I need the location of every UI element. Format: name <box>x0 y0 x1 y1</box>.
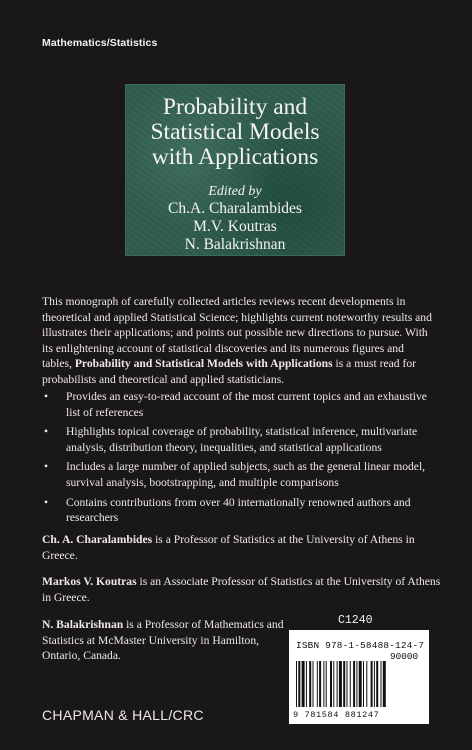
barcode-icon <box>296 661 422 709</box>
feature-item <box>42 495 442 526</box>
book-title-line: Probability and <box>162 94 308 120</box>
editor-name: M.V. Koutras <box>193 218 277 235</box>
barcode-bar <box>359 661 362 707</box>
feature-text: Includes a large number of applied subjects, such as the general linear model, survival analysis, bootstrapping, and multiple comparisons <box>66 460 426 489</box>
feature-text: Provides an easy-to-read account of the most current topics and an exhaustive list of references <box>66 390 427 419</box>
publisher-name: CHAPMAN & HALL/CRC <box>42 707 204 723</box>
barcode-bar <box>333 661 334 707</box>
description-book-title: Probability and Statistical Models with Applications <box>74 357 333 371</box>
feature-text: Highlights topical coverage of probability, statistical inference, multivariate analysis, distribution theory, inequalities, and statistical applications <box>66 425 418 454</box>
editor-name: Ch.A. Charalambides <box>168 200 302 217</box>
ean-digits: 9 781584 881247 <box>293 710 380 720</box>
bio-name: N. Balakrishnan <box>42 618 124 631</box>
barcode-bar <box>306 661 307 707</box>
bullet-icon: • <box>44 495 49 509</box>
barcode-bar <box>381 661 382 707</box>
barcode-bar <box>347 661 348 707</box>
feature-item <box>42 459 442 490</box>
barcode-bar <box>330 661 332 707</box>
book-title-line: with Applications <box>151 144 319 170</box>
barcode-bar <box>326 661 327 707</box>
barcode-bar <box>383 661 386 707</box>
bio-name: Markos V. Koutras <box>42 575 137 588</box>
bullet-icon: • <box>44 390 49 403</box>
edited-by-label: Edited by <box>208 184 262 199</box>
cover-title-panel <box>125 84 345 256</box>
barcode-bar <box>374 661 375 707</box>
bio-name: Ch. A. Charalambides <box>42 533 153 546</box>
feature-item <box>42 424 442 455</box>
barcode-bar <box>323 661 324 707</box>
barcode-bar <box>366 661 367 707</box>
barcode-bar <box>337 661 338 707</box>
book-title-line: Statistical Models <box>150 119 320 145</box>
barcode-bar <box>343 661 345 707</box>
isbn-text: ISBN 978-1-58488-124-7 <box>296 640 425 651</box>
feature-item <box>42 389 442 420</box>
barcode-bar <box>319 661 321 707</box>
bio-text: is a Professor of Statistics at the University of Athens in Greece. <box>42 533 415 562</box>
barcode-bar <box>309 661 311 707</box>
bio-text: is a Professor of Mathematics and Statistics at McMaster University in Hamilton, Ontario, Canada. <box>42 618 284 663</box>
barcode-label <box>289 630 429 724</box>
barcode-bar <box>376 661 378 707</box>
barcode-bar <box>353 661 355 707</box>
editor-bio <box>42 617 287 664</box>
barcode-bar <box>371 661 373 707</box>
bullet-icon: • <box>44 425 49 439</box>
feature-list <box>42 389 442 530</box>
barcode-bar <box>350 661 351 707</box>
barcode-bar <box>298 661 300 707</box>
description-text: This monograph of carefully collected articles reviews recent developments in theoretical and applied Statistical Science; highlights current noteworthy results and illustrates their applications; and points out possible new directions to pursue. With its enlightening account of statistical discoveries and its numerous figures and tables, <box>42 295 432 371</box>
barcode-bar <box>296 661 297 707</box>
price-code: 90000 <box>390 651 419 662</box>
category-label: Mathematics/Statistics <box>42 37 158 49</box>
barcode-bar <box>363 661 364 707</box>
barcode-bar <box>339 661 342 707</box>
book-description <box>42 294 436 388</box>
barcode-bar <box>302 661 305 707</box>
book-title <box>132 95 338 170</box>
barcode-bar <box>356 661 357 707</box>
catalog-code: C1240 <box>338 614 373 627</box>
bullet-icon: • <box>44 460 49 474</box>
description-text: is a must read for probabilists and theoretical and applied statisticians. <box>42 357 417 386</box>
editor-name: N. Balakrishnan <box>184 236 286 253</box>
barcode-bar <box>317 661 318 707</box>
barcode-bar <box>313 661 314 707</box>
bio-text: is an Associate Professor of Statistics at the University of Athens in Greece. <box>42 575 441 604</box>
feature-text: Contains contributions from over 40 internationally renowned authors and researchers <box>66 495 411 525</box>
editor-bio <box>42 532 442 563</box>
editor-bio <box>42 574 442 605</box>
